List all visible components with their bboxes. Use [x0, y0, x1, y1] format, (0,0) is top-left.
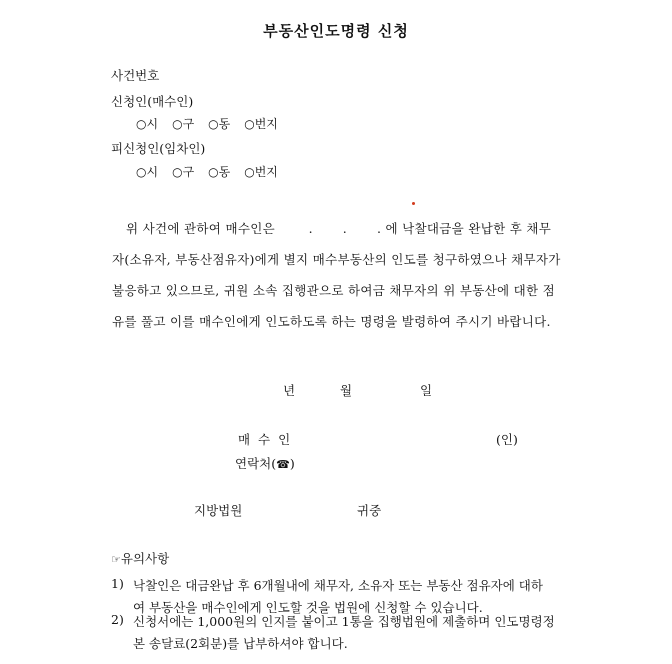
buyer-label: 매 수 인 — [238, 432, 293, 447]
date-year: 년 — [283, 383, 296, 398]
note-item: 1) 낙찰인은 대금완납 후 6개월내에 채무자, 소유자 또는 부동산 점유자에 대하 여 부동산을 매수인에게 인도할 것을 법원에 신청할 수 있습니다. — [111, 576, 543, 615]
address-dong: ○동 — [208, 117, 231, 131]
address-district: ○구 — [172, 165, 195, 179]
date-day: 일 — [420, 383, 433, 398]
court-name: 지방법원 — [194, 503, 243, 518]
address-city: ○시 — [136, 165, 159, 179]
court-addressee: 귀중 — [357, 503, 382, 518]
address-lot: ○번지 — [244, 117, 278, 131]
page-title: 부동산인도명령 신청 — [263, 22, 409, 40]
stray-mark — [412, 202, 415, 205]
notes-heading: ☞유의사항 — [111, 551, 170, 566]
seal-mark: (인) — [496, 432, 518, 447]
phone-icon: ☎ — [276, 458, 290, 471]
applicant-address — [136, 115, 278, 132]
body-line-2: 자(소유자, 부동산점유자)에게 별지 매수부동산의 인도를 청구하였으나 채무자가 — [112, 252, 561, 267]
body-line-3: 불응하고 있으므로, 귀원 소속 집행관으로 하여금 채무자의 위 부동산에 대한 점 — [112, 283, 556, 298]
note-item: 2) 신청서에는 1,000원의 인지를 붙이고 1통을 집행법원에 제출하며 인도명령정 본 송달료(2회분)를 납부하셔야 합니다. — [111, 612, 555, 651]
address-district: ○구 — [172, 117, 195, 131]
date-month: 월 — [340, 383, 353, 398]
body-line-4: 유를 풀고 이를 매수인에게 인도하도록 하는 명령을 발령하여 주시기 바랍니다. — [112, 314, 551, 329]
respondent-label: 피신청인(임차인) — [111, 141, 206, 156]
case-number-label: 사건번호 — [111, 68, 160, 83]
address-dong: ○동 — [208, 165, 231, 179]
body-line-1: 위 사건에 관하여 매수인은 . . . 에 낙찰대금을 완납한 후 채무 — [126, 221, 552, 236]
applicant-label: 신청인(매수인) — [111, 94, 194, 109]
respondent-address — [136, 163, 278, 180]
pointing-hand-icon: ☞ — [111, 553, 121, 566]
address-city: ○시 — [136, 117, 159, 131]
address-lot: ○번지 — [244, 165, 278, 179]
contact-label: 연락처(☎) — [235, 456, 295, 471]
